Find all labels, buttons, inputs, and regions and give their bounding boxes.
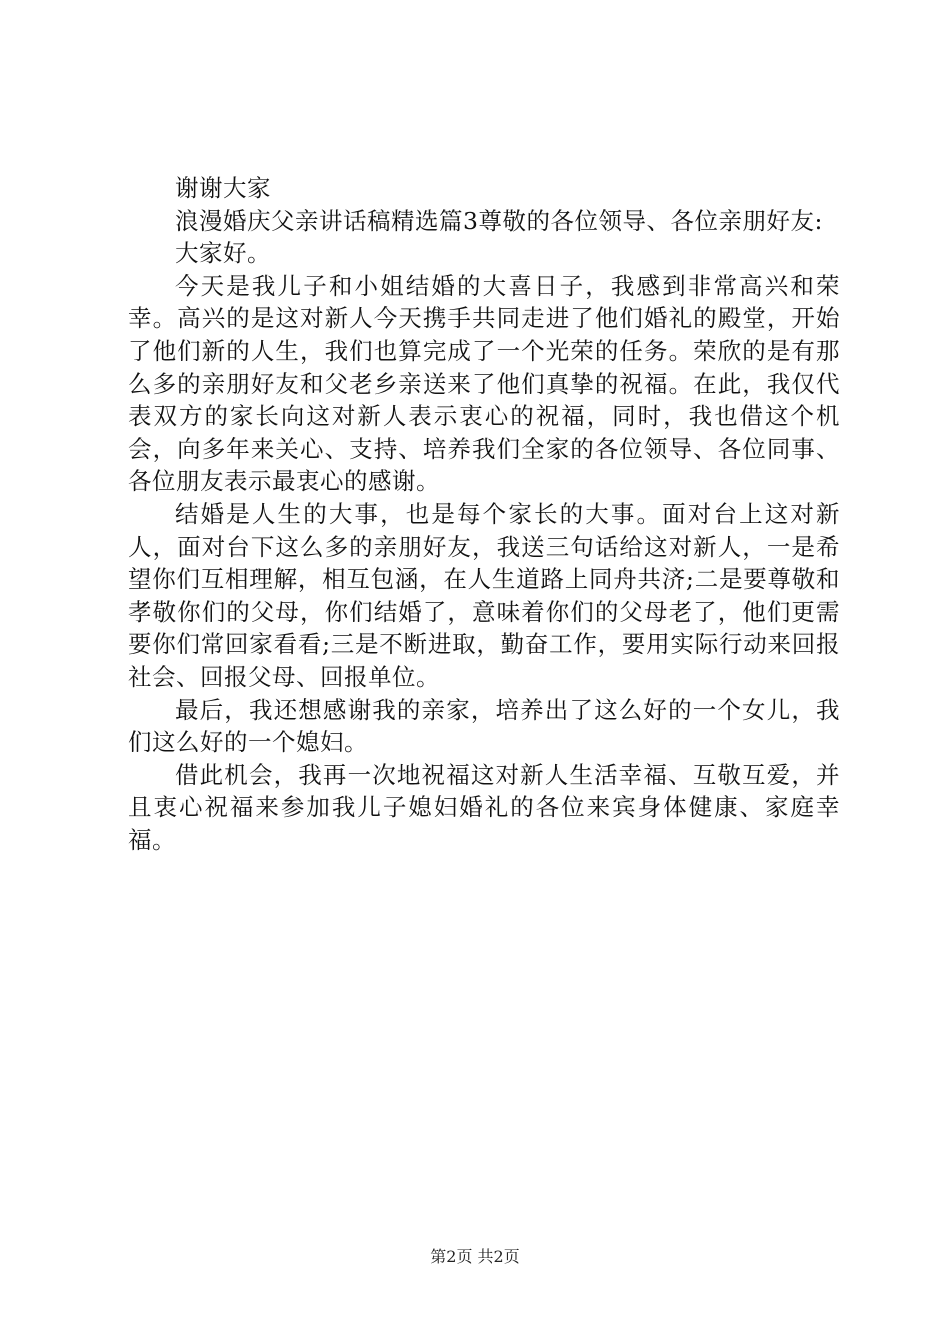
paragraph-hello: 大家好。: [175, 239, 271, 268]
paragraph-thanks: 谢谢大家: [175, 174, 271, 202]
page-number-footer: 第2页 共2页: [430, 1247, 520, 1266]
paragraph-finally: 最后，我还想感谢我的亲家，培养出了这么好的一个女儿，我们这么好的一个媳妇。: [128, 695, 840, 757]
document-body: [128, 172, 840, 856]
paragraph-blessing: 借此机会，我再一次地祝福这对新人生活幸福、互敬互爱，并且衷心祝福来参加我儿子媳妇婚礼的各位来宾身体健康、家庭幸福。: [128, 760, 840, 854]
paragraph-today: 今天是我儿子和小姐结婚的大喜日子，我感到非常高兴和荣幸。高兴的是这对新人今天携手共同走进了他们婚礼的殿堂，开始了他们新的人生，我们也算完成了一个光荣的任务。荣欣的是有那么多的亲朋好友和父老乡亲送来了他们真挚的祝福。在此，我仅代表双方的家长向这对新人表示衷心的祝福，同时，我也借这个机会，向多年来关心、支持、培养我们全家的各位领导、各位同事、各位朋友表示最衷心的感谢。: [128, 271, 840, 496]
paragraph-title-greeting: 浪漫婚庆父亲讲话稿精选篇3尊敬的各位领导、各位亲朋好友:: [175, 206, 823, 235]
paragraph-marriage: 结婚是人生的大事，也是每个家长的大事。面对台上这对新人，面对台下这么多的亲朋好友，我送三句话给这对新人，一是希望你们互相理解，相互包涵，在人生道路上同舟共济;二是要尊敬和孝敬你们的父母，你们结婚了，意味着你们的父母老了，他们更需要你们常回家看看;三是不断进取，勤奋工作，要用实际行动来回报社会、回报父母、回报单位。: [128, 499, 840, 691]
